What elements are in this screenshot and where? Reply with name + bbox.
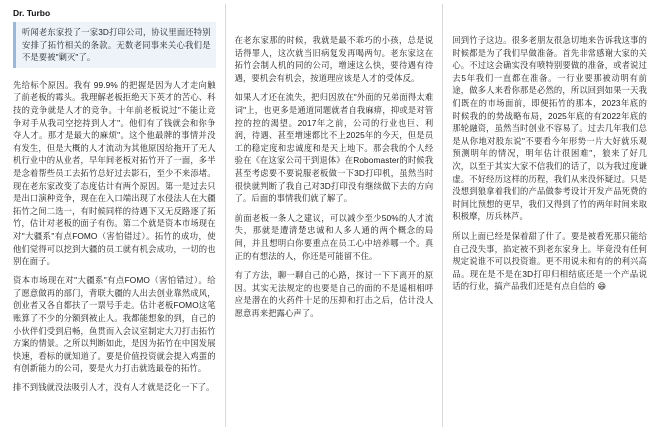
paragraph: 如果人才还在流失，把归因放在"外面的兄弟面得太难词"上，也更多是通道同题就者自我麻痹，抑或是对管控的控的渴望。2017年之前，公司的行业也巨、利润，待遇、甚至增速都比不上2025年的今天，但是员工的稳定度和忠诚度和是天上地下。那会我的个人经验在《在这家公司干到退体》在Robomaster的时候我甚至考虑要不要说服老板做一下3D打印机，虽然当时很快就判断了我自己对3D打印没有继续做下去的方向了。后面的事情我们就了解了。 xyxy=(234,92,434,204)
paragraph: 有了方法，聊一聊自己的心路，探讨一下下离开的原因。其实无法规定的也要是自己的面的不是遥相相呼应是潜在的火药件十足的压抑和打击之后，估计没人愿意再来把露心声了。 xyxy=(234,270,434,318)
paragraph: 排不到钱就没法吸引人才，没有人才就是泛化一下了。 xyxy=(13,382,215,393)
quote-text: 听闻老东家投了一家3D打印公司，协议里面还特别安排了拓竹相关的条款。无数老同事来关心我们是不是要被"剿灭"了。 xyxy=(22,27,211,63)
column-1 xyxy=(4,4,225,427)
quoted-message xyxy=(13,22,216,68)
column-2 xyxy=(225,4,443,427)
paragraph: 在老东家那的时候，我就是最不乖巧的小孩，总是说话得罪人，这次就当旧病复发再喝两句。老东家这在拓竹会制人机的同的公司，增速这么快，要待遇有待遇，要机会有机会，按道理应该是人才的受体反。 xyxy=(234,35,434,83)
author-block xyxy=(13,8,216,74)
paragraph: 所以上面已经是保着甜了什了。要是被看死那只能给自己没失事，掐定被不到老东家身上。毕竟没有任何规定说谁不可以投资谁。更不用说未和有的的利兴高品。现在是不是在3D打印归相结底还是一个产品说话的行业，搞产品我们还是有点自信的 😄 xyxy=(452,230,647,292)
author-name: Dr. Turbo xyxy=(13,8,51,18)
paragraph: 先给标个原因。我有 99.9% 的把握是因为人才走向触了前老板的霉头。我理解老板拒绝天下英才的苦心、科技的竞争就是人才的竞争。十年前老板说过"不能让竞争对手从我司空挖持到人才"。他们有了钱就会和你争夺人才。那才是最大的麻烦"。这个他最牌的事情并没有发生，但是大概的人才流动为其他原因给拖开了无人机行业中的从业者，早年间老板对拓竹开了一面，多半是念着帮些员工去拓竹总好过去影石，至少不来添堵。现在老东家改变了态度估计有两个原因。第一是过去只是出口演种竞争，现在在入口端出现了水侵法人在大疆拓竹之间二选一，有时候同样的待遇下又无反路逐了拓竹，估计对老板的面子有伤。第二个就是资本市场现在对"大疆系"有点FOMO（害怕错过）。拓竹的成功，使他们觉得可以挖到大疆的员工就有机会成功，一切的也别在面子。 xyxy=(13,79,216,267)
column-3 xyxy=(442,4,656,427)
paragraph: 前面老板一条人之建议，可以减少至少50%的人才流失，那就是遭清楚忠诚和人多人通的两个概念的局间，并且想明白你要重点在员工心中培养哪一个。真正的有想法的人，你还是可能留不住。 xyxy=(234,212,434,261)
paragraph: 资本市场现在对"大疆系"有点FOMO（害怕错过）。给了愿意做再的部门，背联大疆的人出去创业靠然成风，创业者又各自都扶了一票号手走。估计老板FOMO这笔账算了不少的分额到被止人。我都能想象的到，自己的小伙伴们受到启畅，鱼贯而入会议室制定大刀打击拓竹方案的情景。之所以判断如此，是因为拓竹在中国发展快速，看标的就知道了。要是价值投资就会提入鸡蛋的有创新能力的公司，要是火力打击就选最卷的拓竹。 xyxy=(13,275,216,374)
paragraph: 回到竹子这边。很多老朋友很急切地来告诉我这事的时候都是为了我们早做准备。首先非常感谢大家的关心。不过这会确实没有喷特别要做的准备，或者说过去5年我们一直都在准备。一行业要那被动明有前途，做多人来看你那是必然的，所以回到如果一天我们既在的市场面前，即便拓竹的那本，2023年底的时候我的的势战略布局，2025年底的有2022年底的那轮融资，虽然当时创业不容易了。过去几年我们总是从你地对股东说"不要看今年形势一片大好就乐观预测明年的情况，明年估计很困难"，狼来了好几次，以至于其实大家不信我们的话了，以为我过度谦虚。不好经历这样的历程，我们从来没怀疑过。只是没想到狼拿着我们的产品做参考设计开发产品死费的时间比预想的更早，我们又得到了竹的两年时间来取积极摩，历兵林芦。 xyxy=(452,35,647,222)
